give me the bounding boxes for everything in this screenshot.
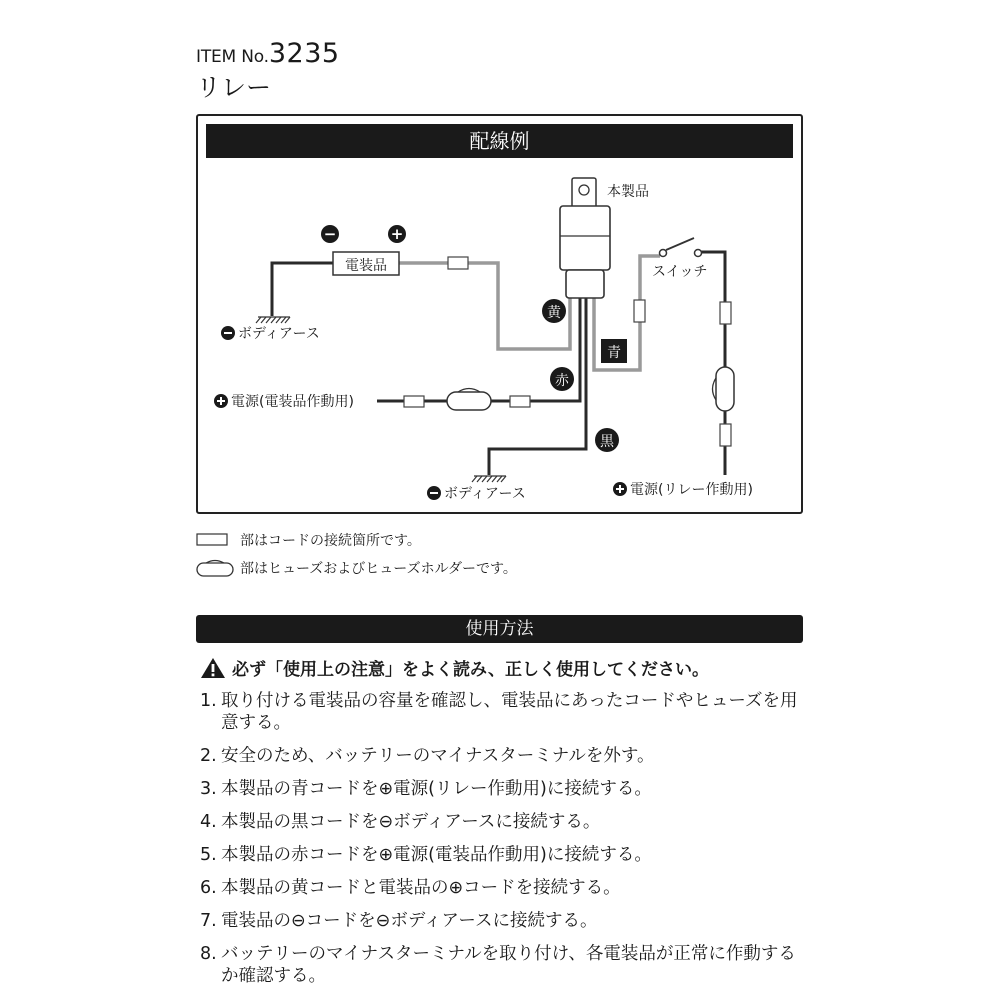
wire-tag-yellow	[542, 299, 566, 323]
connection-box	[720, 424, 731, 446]
svg-text:+: +	[390, 225, 404, 243]
ground-symbol-bottom	[472, 476, 506, 482]
step-number: 5.	[200, 845, 217, 865]
power-relay-label	[613, 482, 753, 498]
product-name: リレー	[196, 73, 272, 102]
relay-connector	[566, 270, 604, 298]
svg-text:赤: 赤	[555, 373, 569, 389]
wire-tag-black	[595, 428, 619, 452]
legend-connection	[196, 530, 421, 550]
svg-text:ボディアース: ボディアース	[238, 326, 320, 342]
item-number: 3235	[268, 38, 340, 69]
step-number: 4.	[200, 812, 217, 832]
step-text: 本製品の黄コードと電装品の⊕コードを接続する。	[221, 878, 621, 898]
power-device-label	[214, 393, 354, 410]
fuse-holder-vertical	[713, 367, 735, 411]
connection-box	[510, 396, 530, 407]
device-minus-wire	[272, 263, 333, 316]
step-item	[200, 690, 810, 734]
minus-symbol-icon	[321, 225, 339, 243]
relay-mount-hole	[579, 185, 589, 195]
step-item	[200, 811, 810, 833]
usage-warning	[200, 655, 709, 680]
legend-fuse	[196, 558, 517, 578]
diagram-title: 配線例	[206, 124, 793, 158]
wire-tag-blue	[601, 339, 627, 363]
step-text: 本製品の青コードを⊕電源(リレー作動用)に接続する。	[221, 779, 652, 799]
step-text: 本製品の黒コードを⊖ボディアースに接続する。	[221, 812, 601, 832]
product-label: 本製品	[607, 184, 649, 200]
step-number: 1.	[200, 691, 217, 711]
body-earth-bottom-label	[427, 486, 526, 502]
step-number: 7.	[200, 911, 217, 931]
svg-text:黄: 黄	[547, 305, 561, 321]
connection-box	[634, 300, 645, 322]
body-earth-top-label	[221, 326, 320, 342]
connection-box	[404, 396, 424, 407]
svg-text:黒: 黒	[600, 434, 614, 450]
step-item	[200, 745, 810, 767]
step-text: 本製品の赤コードを⊕電源(電装品作動用)に接続する。	[221, 845, 652, 865]
connection-box	[720, 302, 731, 324]
legend-connection-text: 部はコードの接続箇所です。	[240, 533, 421, 549]
usage-steps	[200, 690, 810, 998]
warning-icon	[200, 657, 226, 679]
svg-text:青: 青	[607, 345, 621, 361]
svg-text:−: −	[323, 225, 337, 243]
warning-text: 必ず「使用上の注意」をよく読み、正しく使用してください。	[232, 660, 710, 680]
legend-fuse-text: 部はヒューズおよびヒューズホルダーです。	[240, 561, 517, 577]
svg-text:ボディアース: ボディアース	[444, 486, 526, 502]
usage-title: 使用方法	[196, 615, 803, 643]
step-text: 安全のため、バッテリーのマイナスターミナルを外す。	[221, 746, 655, 766]
step-item	[200, 877, 810, 899]
connection-legend-icon	[196, 532, 232, 548]
step-number: 6.	[200, 878, 217, 898]
electrical-device-label: 電装品	[345, 258, 387, 274]
svg-text:電源(電装品作動用): 電源(電装品作動用)	[231, 394, 354, 410]
svg-text:電源(リレー作動用): 電源(リレー作動用)	[630, 482, 753, 498]
step-text: 取り付ける電装品の容量を確認し、電装品にあったコードやヒューズを用意する。	[221, 691, 798, 733]
ground-symbol-top	[256, 317, 290, 323]
relay-product	[560, 178, 610, 298]
relay-body	[560, 206, 610, 270]
fuse-holder-horizontal	[447, 389, 491, 411]
switch-symbol	[660, 238, 702, 257]
step-number: 3.	[200, 779, 217, 799]
step-item	[200, 778, 810, 800]
step-item	[200, 943, 810, 987]
step-text: 電装品の⊖コードを⊖ボディアースに接続する。	[221, 911, 598, 931]
connection-box	[448, 257, 468, 269]
step-item	[200, 844, 810, 866]
step-number: 2.	[200, 746, 217, 766]
step-item	[200, 910, 810, 932]
plus-symbol-icon	[388, 225, 406, 243]
fuse-legend-icon	[196, 558, 236, 578]
wire-tag-red	[550, 367, 574, 391]
step-text: バッテリーのマイナスターミナルを取り付け、各電装品が正常に作動するか確認する。	[221, 944, 796, 986]
step-number: 8.	[200, 944, 217, 964]
item-label: ITEM No.	[196, 47, 269, 67]
switch-label: スイッチ	[652, 264, 708, 280]
